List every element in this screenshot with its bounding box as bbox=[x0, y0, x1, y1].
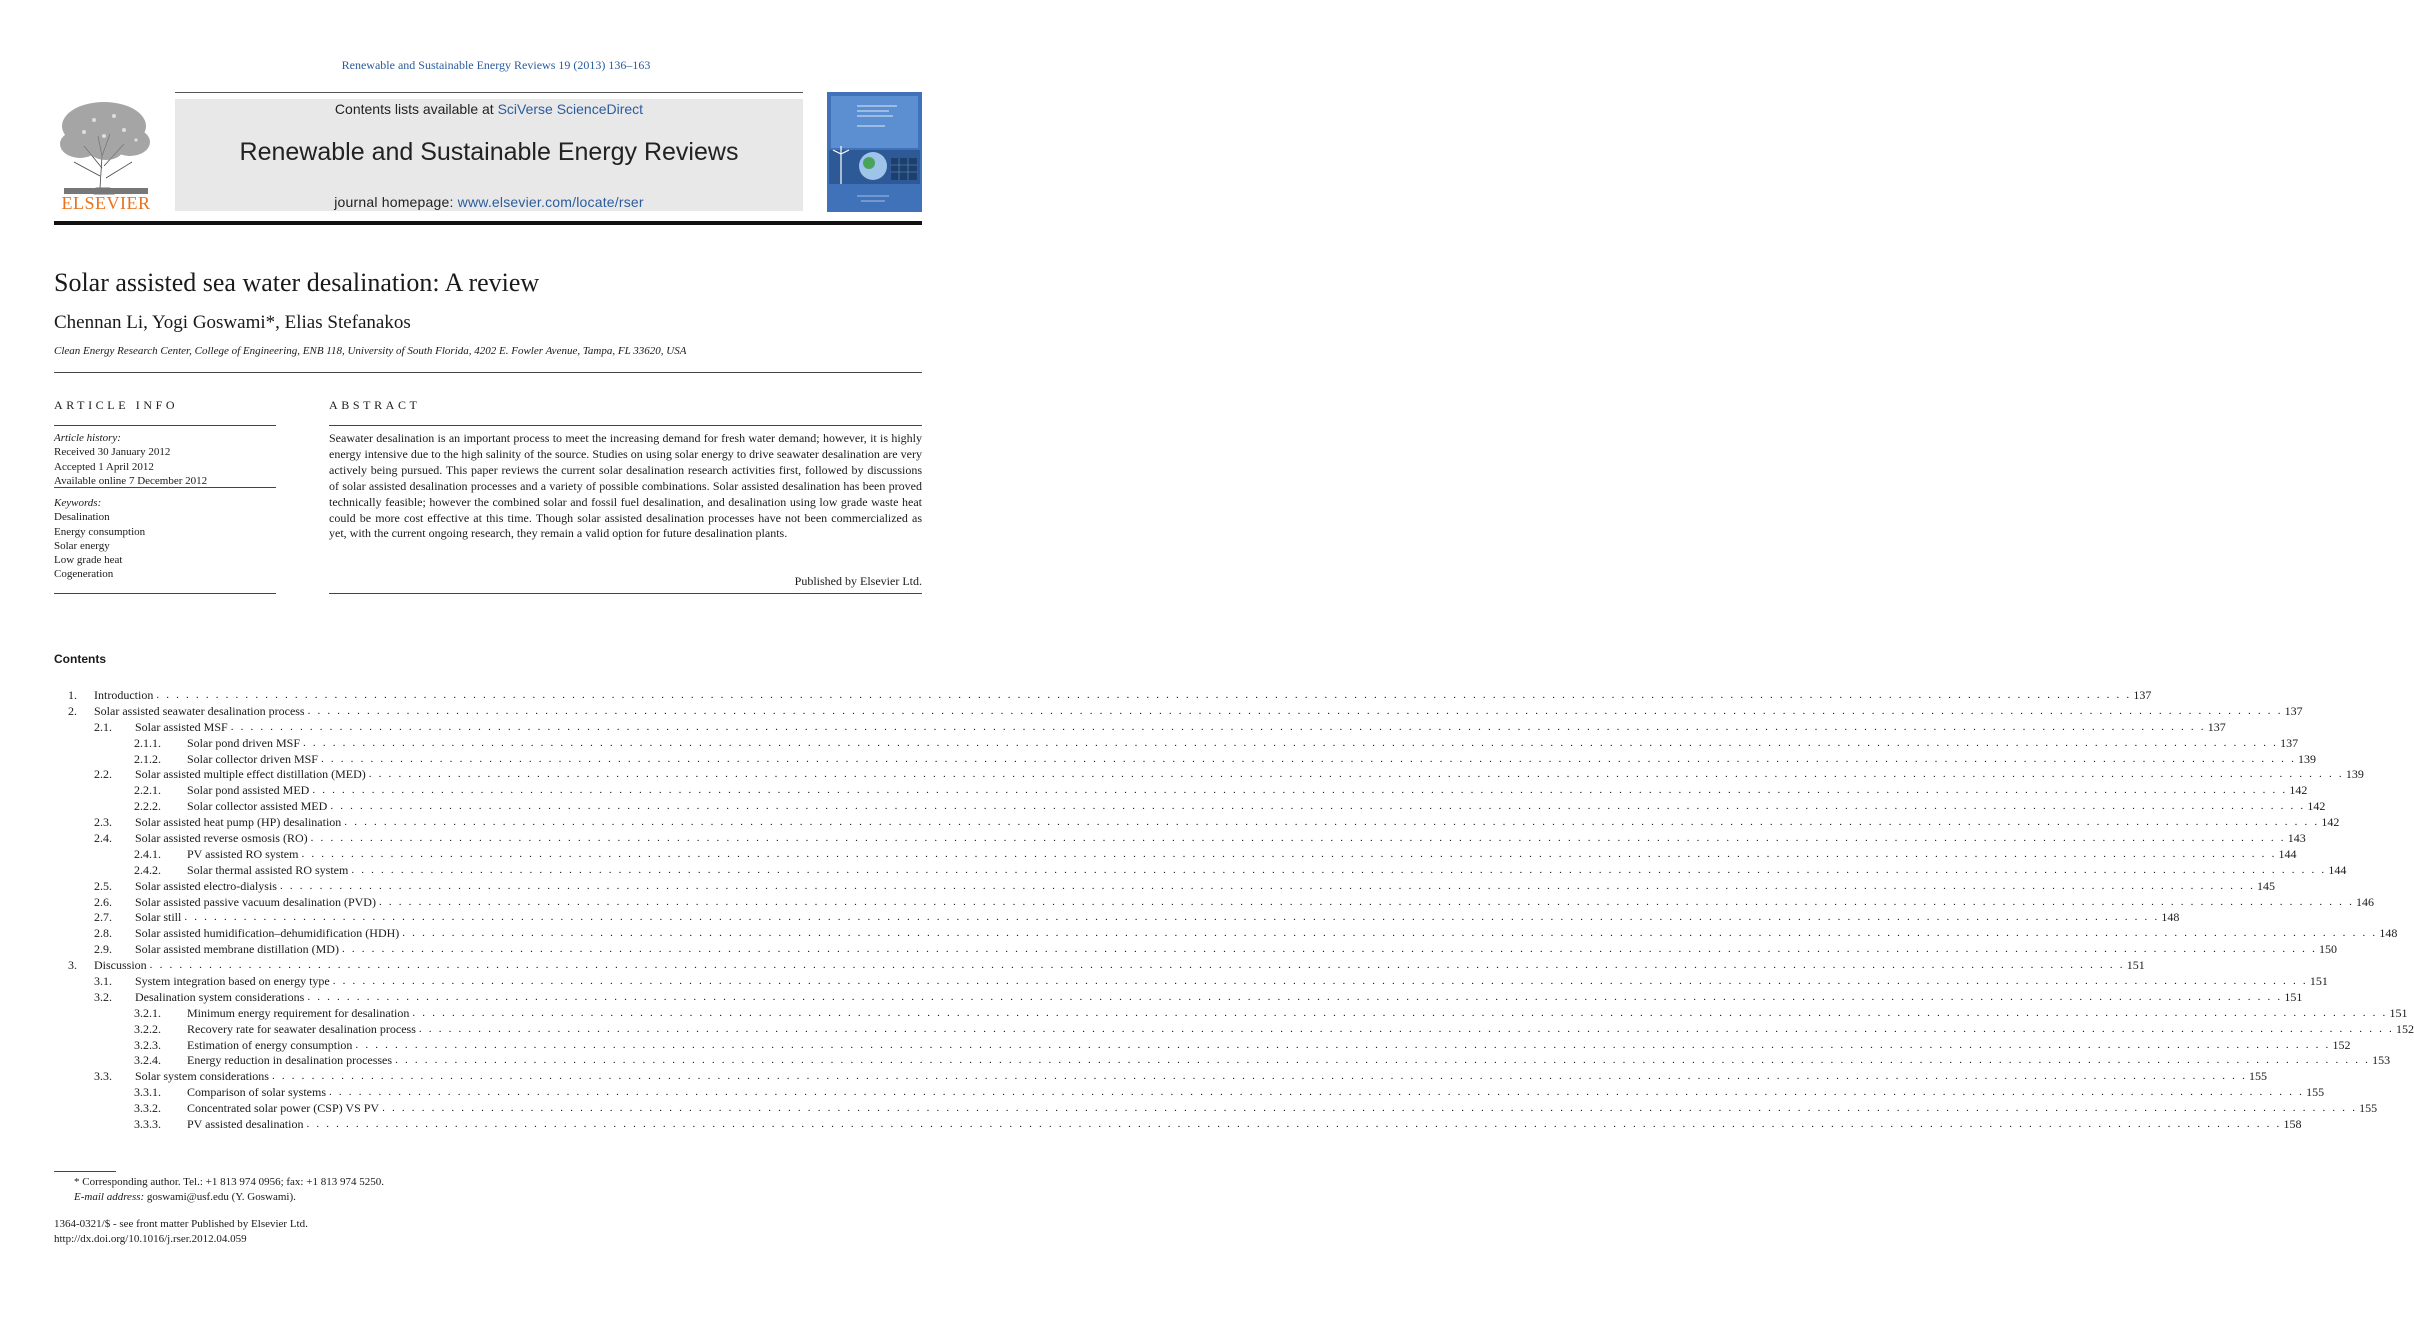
toc-entry[interactable] bbox=[54, 862, 2347, 879]
toc-number: 2.8. bbox=[94, 926, 112, 941]
toc-page-number: 139 bbox=[2298, 751, 2317, 766]
toc-number: 1. bbox=[68, 688, 77, 702]
toc-number: 2.4.1. bbox=[134, 846, 161, 861]
toc-entry[interactable] bbox=[54, 910, 2180, 926]
toc-entry[interactable] bbox=[54, 783, 2308, 799]
abstract-text: Seawater desalination is an important process to meet the increasing demand for fresh water demand; however, it is highly energy intensive due to the high salinity of the source. Studies on using solar energy to drive seawater desalination are very actively being pursued. This paper reviews the current solar desalination research activities first, followed by discussions of solar assisted desalination processes and a variety of possible combinations. Solar assisted desalination has been proved technically feasible; however the combined solar and fossil fuel desalination, and desalination using low grade waste heat could be more cost effective at this time. Though solar assisted desalination processes have not been commercialized as yet, with the current ongoing research, they remain a valid option for future desalination plants. bbox=[329, 431, 922, 541]
toc-entry-body bbox=[135, 910, 2180, 926]
toc-title[interactable]: Solar system considerations bbox=[135, 1069, 269, 1084]
toc-number: 2.9. bbox=[94, 942, 112, 957]
toc-number: 2.6. bbox=[94, 894, 112, 909]
toc-entry[interactable] bbox=[54, 1117, 2302, 1133]
toc-leader-dots: . . . . . . . . . . . . . . . . . . . . . . . . . . . . . . . . . . . . . . . . . . . . . . . . . . . . . . . . . . . . . . . . . . . . . . . . . . . . . . . . . . . . . . . . . . . . . . . . . . . . . . . . . . . . . . . . . . . . . . . . . . . . . . . . . . . . . . . . . . . . . . . . . . . . . . . . . . . . . . . . . . . . . . . . . . . . . . . . . . . . . . . . . . . . . . . . . . . . . . . . bbox=[330, 800, 2306, 813]
toc-entry[interactable] bbox=[54, 942, 2338, 958]
toc-leader-dots: . . . . . . . . . . . . . . . . . . . . . . . . . . . . . . . . . . . . . . . . . . . . . . . . . . . . . . . . . . . . . . . . . . . . . . . . . . . . . . . . . . . . . . . . . . . . . . . . . . . . . . . . . . . . . . . . . . . . . . . . . . . . . . . . . . . . . . . . . . . . . . . . . . . . . . . . . . . . . . . . . . . . . . . . . . . . . . . . . . . . . . . . . . . . . . . . . . . . . . . . bbox=[378, 895, 2355, 908]
toc-entry[interactable] bbox=[54, 1101, 2378, 1117]
toc-leader-dots: . . . . . . . . . . . . . . . . . . . . . . . . . . . . . . . . . . . . . . . . . . . . . . . . . . . . . . . . . . . . . . . . . . . . . . . . . . . . . . . . . . . . . . . . . . . . . . . . . . . . . . . . . . . . . . . . . . . . . . . . . . . . . . . . . . . . . . . . . . . . . . . . . . . . . . . . . . . . . . . . . . . . . . . . . . . . . . . . . . . . . . . . . . . . . . . . . . . . . . . . bbox=[271, 1070, 2248, 1083]
toc-number: 2.3. bbox=[94, 815, 112, 830]
toc-number: 3.3.1. bbox=[134, 1085, 161, 1100]
article-authors[interactable]: Chennan Li, Yogi Goswami*, Elias Stefanakos bbox=[54, 312, 411, 333]
toc-title[interactable]: Minimum energy requirement for desalination bbox=[187, 1005, 410, 1020]
table-of-contents bbox=[54, 688, 2414, 1133]
toc-leader-dots: . . . . . . . . . . . . . . . . . . . . . . . . . . . . . . . . . . . . . . . . . . . . . . . . . . . . . . . . . . . . . . . . . . . . . . . . . . . . . . . . . . . . . . . . . . . . . . . . . . . . . . . . . . . . . . . . . . . . . . . . . . . . . . . . . . . . . . . . . . . . . . . . . . . . . . . . . . . . . . . . . . . . . . . . . . . . . . . . . . . . . . . . . . . . . . . . . . . . . . . . bbox=[149, 959, 2125, 972]
article-history bbox=[54, 431, 276, 488]
toc-page-number: 146 bbox=[2356, 894, 2375, 909]
homepage-link[interactable]: www.elsevier.com/locate/rser bbox=[457, 194, 644, 210]
toc-leader-dots: . . . . . . . . . . . . . . . . . . . . . . . . . . . . . . . . . . . . . . . . . . . . . . . . . . . . . . . . . . . . . . . . . . . . . . . . . . . . . . . . . . . . . . . . . . . . . . . . . . . . . . . . . . . . . . . . . . . . . . . . . . . . . . . . . . . . . . . . . . . . . . . . . . . . . . . . . . . . . . . . . . . . . . . . . . . . . . . . . . . . . . . . . . . . . . . . . . . . . . . . bbox=[332, 975, 2308, 988]
toc-title[interactable]: Solar assisted reverse osmosis (RO) bbox=[135, 831, 308, 846]
toc-title[interactable]: Solar assisted MSF bbox=[135, 719, 228, 734]
toc-entry-body bbox=[187, 735, 2299, 752]
toc-number: 3.2.2. bbox=[134, 1021, 161, 1036]
toc-page-number: 155 bbox=[2306, 1085, 2325, 1100]
toc-page-number: 144 bbox=[2328, 862, 2347, 877]
keyword: Low grade heat bbox=[54, 554, 123, 567]
toc-entry-body bbox=[135, 719, 2226, 736]
toc-entry-body bbox=[94, 958, 2145, 974]
toc-entry-body bbox=[187, 751, 2317, 768]
corresponding-author-note: * Corresponding author. Tel.: +1 813 974 0956; fax: +1 813 974 5250. bbox=[74, 1176, 384, 1188]
toc-entry[interactable] bbox=[54, 846, 2297, 863]
toc-leader-dots: . . . . . . . . . . . . . . . . . . . . . . . . . . . . . . . . . . . . . . . . . . . . . . . . . . . . . . . . . . . . . . . . . . . . . . . . . . . . . . . . . . . . . . . . . . . . . . . . . . . . . . . . . . . . . . . . . . . . . . . . . . . . . . . . . . . . . . . . . . . . . . . . . . . . . . . . . . . . . . . . . . . . . . . . . . . . . . . . . . . . . . . . . . . . . . . . . . . . . . . . bbox=[310, 832, 2286, 845]
toc-page-number: 137 bbox=[2207, 719, 2226, 734]
toc-entry-body bbox=[94, 688, 2152, 704]
history-received: Received 30 January 2012 bbox=[54, 446, 171, 459]
abstract-heading: ABSTRACT bbox=[329, 398, 421, 412]
toc-entry[interactable] bbox=[54, 799, 2326, 815]
email-label: E-mail address: bbox=[74, 1190, 145, 1203]
toc-entry-body bbox=[135, 894, 2375, 911]
toc-title[interactable]: Solar assisted membrane distillation (MD) bbox=[135, 942, 339, 957]
contents-heading: Contents bbox=[54, 652, 106, 666]
toc-page-number: 148 bbox=[2161, 910, 2180, 925]
toc-page-number: 137 bbox=[2280, 735, 2299, 750]
toc-title[interactable]: PV assisted desalination bbox=[187, 1117, 304, 1132]
toc-leader-dots: . . . . . . . . . . . . . . . . . . . . . . . . . . . . . . . . . . . . . . . . . . . . . . . . . . . . . . . . . . . . . . . . . . . . . . . . . . . . . . . . . . . . . . . . . . . . . . . . . . . . . . . . . . . . . . . . . . . . . . . . . . . . . . . . . . . . . . . . . . . . . . . . . . . . . . . . . . . . . . . . . . . . . . . . . . . . . . . . . . . . . . . . . . . . . . . . . . . . . . . . bbox=[301, 847, 2277, 860]
toc-page-number: 142 bbox=[2321, 815, 2340, 830]
article-info-heading: ARTICLE INFO bbox=[54, 398, 179, 412]
toc-page-number: 158 bbox=[2283, 1117, 2302, 1132]
toc-number: 3.2.1. bbox=[134, 1005, 161, 1020]
article-title: Solar assisted sea water desalination: A review bbox=[54, 268, 540, 297]
toc-leader-dots: . . . . . . . . . . . . . . . . . . . . . . . . . . . . . . . . . . . . . . . . . . . . . . . . . . . . . . . . . . . . . . . . . . . . . . . . . . . . . . . . . . . . . . . . . . . . . . . . . . . . . . . . . . . . . . . . . . . . . . . . . . . . . . . . . . . . . . . . . . . . . . . . . . . . . . . . . . . . . . . . . . . . . . . . . . . . . . . . . . . . . . . . . . . . . . . . . . . . . . . . bbox=[351, 863, 2327, 876]
toc-page-number: 155 bbox=[2249, 1069, 2268, 1084]
divider bbox=[54, 425, 276, 426]
toc-entry[interactable] bbox=[54, 1085, 2325, 1101]
toc-title[interactable]: Solar pond driven MSF bbox=[187, 735, 301, 750]
keywords-label: Keywords: bbox=[54, 497, 102, 509]
toc-page-number: 151 bbox=[2389, 1005, 2408, 1020]
toc-page-number: 145 bbox=[2257, 878, 2276, 893]
author-affiliation: Clean Energy Research Center, College of Engineering, ENB 118, University of South Florida, 4202 E. Fowler Avenue, Tampa, FL 33620, USA bbox=[54, 345, 687, 357]
toc-number: 2.7. bbox=[94, 910, 112, 925]
toc-leader-dots: . . . . . . . . . . . . . . . . . . . . . . . . . . . . . . . . . . . . . . . . . . . . . . . . . . . . . . . . . . . . . . . . . . . . . . . . . . . . . . . . . . . . . . . . . . . . . . . . . . . . . . . . . . . . . . . . . . . . . . . . . . . . . . . . . . . . . . . . . . . . . . . . . . . . . . . . . . . . . . . . . . . . . . . . . . . . . . . . . . . . . . . . . . . . . . . . . . . . . . . . bbox=[156, 689, 2132, 701]
toc-leader-dots: . . . . . . . . . . . . . . . . . . . . . . . . . . . . . . . . . . . . . . . . . . . . . . . . . . . . . . . . . . . . . . . . . . . . . . . . . . . . . . . . . . . . . . . . . . . . . . . . . . . . . . . . . . . . . . . . . . . . . . . . . . . . . . . . . . . . . . . . . . . . . . . . . . . . . . . . . . . . . . . . . . . . . . . . . . . . . . . . . . . . . . . . . . . . . . . . . . . . . . . . bbox=[230, 720, 2206, 733]
history-label: Article history: bbox=[54, 432, 121, 444]
header-rule bbox=[54, 221, 922, 225]
toc-entry[interactable] bbox=[54, 719, 2226, 736]
toc-entry[interactable] bbox=[54, 815, 2340, 831]
toc-leader-dots: . . . . . . . . . . . . . . . . . . . . . . . . . . . . . . . . . . . . . . . . . . . . . . . . . . . . . . . . . . . . . . . . . . . . . . . . . . . . . . . . . . . . . . . . . . . . . . . . . . . . . . . . . . . . . . . . . . . . . . . . . . . . . . . . . . . . . . . . . . . . . . . . . . . . . . . . . . . . . . . . . . . . . . . . . . . . . . . . . . . . . . . . . . . . . . . . . . . . . . . . bbox=[306, 1118, 2282, 1131]
toc-page-number: 142 bbox=[2307, 799, 2326, 814]
toc-title[interactable]: Introduction bbox=[94, 688, 154, 702]
toc-title[interactable]: Solar assisted electro-dialysis bbox=[135, 878, 277, 893]
toc-page-number: 137 bbox=[2133, 688, 2152, 702]
toc-page-number: 144 bbox=[2278, 846, 2297, 861]
doi-link[interactable]: http://dx.doi.org/10.1016/j.rser.2012.04.059 bbox=[54, 1232, 247, 1245]
toc-entry[interactable] bbox=[54, 958, 2145, 974]
divider bbox=[54, 487, 276, 488]
toc-entry[interactable] bbox=[54, 1005, 2408, 1022]
toc-entry[interactable] bbox=[54, 878, 2276, 895]
toc-entry-body bbox=[187, 1085, 2325, 1101]
email-address[interactable]: goswami@usf.edu (Y. Goswami). bbox=[146, 1190, 296, 1203]
toc-leader-dots: . . . . . . . . . . . . . . . . . . . . . . . . . . . . . . . . . . . . . . . . . . . . . . . . . . . . . . . . . . . . . . . . . . . . . . . . . . . . . . . . . . . . . . . . . . . . . . . . . . . . . . . . . . . . . . . . . . . . . . . . . . . . . . . . . . . . . . . . . . . . . . . . . . . . . . . . . . . . . . . . . . . . . . . . . . . . . . . . . . . . . . . . . . . . . . . . . . . . . . . . bbox=[312, 784, 2288, 797]
toc-number: 2.4. bbox=[94, 831, 112, 846]
toc-page-number: 148 bbox=[2379, 926, 2398, 941]
toc-number: 3.3.3. bbox=[134, 1117, 161, 1132]
toc-number: 3.2. bbox=[94, 989, 112, 1004]
divider bbox=[329, 425, 922, 426]
toc-number: 3. bbox=[68, 958, 77, 973]
toc-leader-dots: . . . . . . . . . . . . . . . . . . . . . . . . . . . . . . . . . . . . . . . . . . . . . . . . . . . . . . . . . . . . . . . . . . . . . . . . . . . . . . . . . . . . . . . . . . . . . . . . . . . . . . . . . . . . . . . . . . . . . . . . . . . . . . . . . . . . . . . . . . . . . . . . . . . . . . . . . . . . . . . . . . . . . . . . . . . . . . . . . . . . . . . . . . . . . . . . . . . . . . . . bbox=[402, 927, 2378, 940]
toc-page-number: 155 bbox=[2359, 1101, 2378, 1116]
toc-number: 3.3. bbox=[94, 1069, 112, 1084]
toc-entry[interactable] bbox=[54, 751, 2317, 768]
toc-title[interactable]: Estimation of energy consumption bbox=[187, 1037, 353, 1052]
divider bbox=[54, 593, 276, 594]
toc-leader-dots: . . . . . . . . . . . . . . . . . . . . . . . . . . . . . . . . . . . . . . . . . . . . . . . . . . . . . . . . . . . . . . . . . . . . . . . . . . . . . . . . . . . . . . . . . . . . . . . . . . . . . . . . . . . . . . . . . . . . . . . . . . . . . . . . . . . . . . . . . . . . . . . . . . . . . . . . . . . . . . . . . . . . . . . . . . . . . . . . . . . . . . . . . . . . . . . . . . . . . . . . bbox=[303, 736, 2279, 749]
toc-number: 3.2.3. bbox=[134, 1037, 161, 1052]
toc-title[interactable]: Solar assisted seawater desalination process bbox=[94, 703, 305, 718]
keywords-list bbox=[54, 496, 276, 582]
keyword: Energy consumption bbox=[54, 525, 146, 538]
toc-title[interactable]: Solar assisted passive vacuum desalination (PVD) bbox=[135, 894, 376, 909]
toc-leader-dots: . . . . . . . . . . . . . . . . . . . . . . . . . . . . . . . . . . . . . . . . . . . . . . . . . . . . . . . . . . . . . . . . . . . . . . . . . . . . . . . . . . . . . . . . . . . . . . . . . . . . . . . . . . . . . . . . . . . . . . . . . . . . . . . . . . . . . . . . . . . . . . . . . . . . . . . . . . . . . . . . . . . . . . . . . . . . . . . . . . . . . . . . . . . . . . . . . . . . . . . . bbox=[307, 704, 2283, 717]
toc-leader-dots: . . . . . . . . . . . . . . . . . . . . . . . . . . . . . . . . . . . . . . . . . . . . . . . . . . . . . . . . . . . . . . . . . . . . . . . . . . . . . . . . . . . . . . . . . . . . . . . . . . . . . . . . . . . . . . . . . . . . . . . . . . . . . . . . . . . . . . . . . . . . . . . . . . . . . . . . . . . . . . . . . . . . . . . . . . . . . . . . . . . . . . . . . . . . . . . . . . . . . . . . bbox=[395, 1054, 2371, 1067]
footnote-rule bbox=[54, 1171, 116, 1172]
journal-citation[interactable]: Renewable and Sustainable Energy Reviews 19 (2013) 136–163 bbox=[341, 58, 651, 72]
email-note bbox=[54, 1190, 384, 1205]
toc-title[interactable]: Solar pond assisted MED bbox=[187, 783, 310, 798]
journal-title: Renewable and Sustainable Energy Reviews bbox=[239, 138, 739, 166]
toc-entry-body bbox=[187, 1117, 2302, 1133]
toc-entry[interactable] bbox=[54, 989, 2303, 1006]
toc-number: 2. bbox=[68, 703, 77, 718]
toc-title[interactable]: Solar assisted heat pump (HP) desalination bbox=[135, 815, 342, 830]
toc-entry-body bbox=[187, 1037, 2351, 1054]
toc-title[interactable]: Solar assisted humidification–dehumidification (HDH) bbox=[135, 926, 400, 941]
journal-cover-icon bbox=[827, 92, 922, 212]
toc-entry-body bbox=[135, 989, 2303, 1006]
toc-page-number: 152 bbox=[2332, 1037, 2351, 1052]
toc-entry-body bbox=[187, 862, 2347, 879]
toc-leader-dots: . . . . . . . . . . . . . . . . . . . . . . . . . . . . . . . . . . . . . . . . . . . . . . . . . . . . . . . . . . . . . . . . . . . . . . . . . . . . . . . . . . . . . . . . . . . . . . . . . . . . . . . . . . . . . . . . . . . . . . . . . . . . . . . . . . . . . . . . . . . . . . . . . . . . . . . . . . . . . . . . . . . . . . . . . . . . . . . . . . . . . . . . . . . . . . . . . . . . . . . . bbox=[341, 943, 2318, 956]
toc-number: 2.5. bbox=[94, 878, 112, 893]
toc-entry[interactable] bbox=[54, 831, 2306, 847]
toc-entry-body bbox=[94, 703, 2303, 720]
sciencedirect-link[interactable]: SciVerse ScienceDirect bbox=[497, 101, 644, 117]
keyword: Solar energy bbox=[54, 539, 110, 552]
toc-title[interactable]: Solar collector driven MSF bbox=[187, 751, 318, 766]
toc-leader-dots: . . . . . . . . . . . . . . . . . . . . . . . . . . . . . . . . . . . . . . . . . . . . . . . . . . . . . . . . . . . . . . . . . . . . . . . . . . . . . . . . . . . . . . . . . . . . . . . . . . . . . . . . . . . . . . . . . . . . . . . . . . . . . . . . . . . . . . . . . . . . . . . . . . . . . . . . . . . . . . . . . . . . . . . . . . . . . . . . . . . . . . . . . . . . . . . . . . . . . . . . bbox=[418, 1022, 2394, 1035]
toc-number: 2.2.2. bbox=[134, 799, 161, 814]
toc-leader-dots: . . . . . . . . . . . . . . . . . . . . . . . . . . . . . . . . . . . . . . . . . . . . . . . . . . . . . . . . . . . . . . . . . . . . . . . . . . . . . . . . . . . . . . . . . . . . . . . . . . . . . . . . . . . . . . . . . . . . . . . . . . . . . . . . . . . . . . . . . . . . . . . . . . . . . . . . . . . . . . . . . . . . . . . . . . . . . . . . . . . . . . . . . . . . . . . . . . . . . . . . bbox=[368, 768, 2344, 781]
toc-entry[interactable] bbox=[54, 1053, 2391, 1069]
toc-entry-body bbox=[135, 878, 2276, 895]
toc-entry[interactable] bbox=[54, 703, 2303, 720]
toc-page-number: 151 bbox=[2284, 989, 2303, 1004]
issn-block bbox=[54, 1217, 308, 1246]
toc-entry[interactable] bbox=[54, 688, 2152, 704]
toc-title[interactable]: Recovery rate for seawater desalination process bbox=[187, 1021, 416, 1036]
toc-page-number: 151 bbox=[2309, 974, 2328, 989]
toc-title[interactable]: Discussion bbox=[94, 958, 147, 973]
toc-entry[interactable] bbox=[54, 1021, 2414, 1038]
history-accepted: Accepted 1 April 2012 bbox=[54, 460, 154, 473]
toc-page-number: 150 bbox=[2319, 942, 2338, 957]
toc-number: 3.1. bbox=[94, 974, 112, 989]
toc-page-number: 151 bbox=[2126, 958, 2145, 973]
issn-line: 1364-0321/$ - see front matter Published by Elsevier Ltd. bbox=[54, 1218, 308, 1230]
keyword: Cogeneration bbox=[54, 568, 114, 581]
toc-leader-dots: . . . . . . . . . . . . . . . . . . . . . . . . . . . . . . . . . . . . . . . . . . . . . . . . . . . . . . . . . . . . . . . . . . . . . . . . . . . . . . . . . . . . . . . . . . . . . . . . . . . . . . . . . . . . . . . . . . . . . . . . . . . . . . . . . . . . . . . . . . . . . . . . . . . . . . . . . . . . . . . . . . . . . . . . . . . . . . . . . . . . . . . . . . . . . . . . . . . . . . . . bbox=[184, 911, 2160, 924]
toc-title[interactable]: Solar assisted multiple effect distillation (MED) bbox=[135, 767, 366, 782]
toc-page-number: 137 bbox=[2284, 703, 2303, 718]
toc-entry-body bbox=[187, 799, 2326, 815]
toc-leader-dots: . . . . . . . . . . . . . . . . . . . . . . . . . . . . . . . . . . . . . . . . . . . . . . . . . . . . . . . . . . . . . . . . . . . . . . . . . . . . . . . . . . . . . . . . . . . . . . . . . . . . . . . . . . . . . . . . . . . . . . . . . . . . . . . . . . . . . . . . . . . . . . . . . . . . . . . . . . . . . . . . . . . . . . . . . . . . . . . . . . . . . . . . . . . . . . . . . . . . . . . . bbox=[320, 752, 2297, 765]
toc-page-number: 142 bbox=[2289, 783, 2308, 798]
toc-number: 2.1. bbox=[94, 719, 112, 734]
toc-entry[interactable] bbox=[54, 1037, 2351, 1054]
toc-number: 2.1.2. bbox=[134, 751, 161, 766]
toc-number: 2.2. bbox=[94, 767, 112, 782]
toc-entry-body bbox=[187, 1053, 2391, 1069]
banner-top-rule bbox=[175, 92, 803, 93]
toc-page-number: 143 bbox=[2287, 831, 2306, 846]
toc-number: 2.2.1. bbox=[134, 783, 161, 798]
toc-leader-dots: . . . . . . . . . . . . . . . . . . . . . . . . . . . . . . . . . . . . . . . . . . . . . . . . . . . . . . . . . . . . . . . . . . . . . . . . . . . . . . . . . . . . . . . . . . . . . . . . . . . . . . . . . . . . . . . . . . . . . . . . . . . . . . . . . . . . . . . . . . . . . . . . . . . . . . . . . . . . . . . . . . . . . . . . . . . . . . . . . . . . . . . . . . . . . . . . . . . . . . . . bbox=[412, 1006, 2388, 1019]
toc-title[interactable]: System integration based on energy type bbox=[135, 974, 330, 989]
toc-page-number: 152 bbox=[2395, 1021, 2414, 1036]
toc-title[interactable]: PV assisted RO system bbox=[187, 846, 299, 861]
toc-entry-body bbox=[135, 942, 2338, 958]
elsevier-logo[interactable] bbox=[54, 96, 158, 214]
keyword: Desalination bbox=[54, 511, 110, 524]
toc-entry[interactable] bbox=[54, 894, 2375, 911]
toc-number: 3.3.2. bbox=[134, 1101, 161, 1116]
toc-page-number: 153 bbox=[2372, 1053, 2391, 1068]
toc-entry-body bbox=[135, 831, 2306, 847]
divider bbox=[329, 593, 922, 594]
toc-number: 2.1.1. bbox=[134, 735, 161, 750]
toc-leader-dots: . . . . . . . . . . . . . . . . . . . . . . . . . . . . . . . . . . . . . . . . . . . . . . . . . . . . . . . . . . . . . . . . . . . . . . . . . . . . . . . . . . . . . . . . . . . . . . . . . . . . . . . . . . . . . . . . . . . . . . . . . . . . . . . . . . . . . . . . . . . . . . . . . . . . . . . . . . . . . . . . . . . . . . . . . . . . . . . . . . . . . . . . . . . . . . . . . . . . . . . . bbox=[279, 879, 2256, 892]
journal-homepage bbox=[175, 194, 803, 210]
toc-entry-body bbox=[135, 767, 2364, 783]
toc-entry[interactable] bbox=[54, 735, 2299, 752]
toc-entry-body bbox=[135, 815, 2340, 831]
toc-page-number: 139 bbox=[2345, 767, 2364, 782]
history-online: Available online 7 December 2012 bbox=[54, 474, 208, 487]
toc-leader-dots: . . . . . . . . . . . . . . . . . . . . . . . . . . . . . . . . . . . . . . . . . . . . . . . . . . . . . . . . . . . . . . . . . . . . . . . . . . . . . . . . . . . . . . . . . . . . . . . . . . . . . . . . . . . . . . . . . . . . . . . . . . . . . . . . . . . . . . . . . . . . . . . . . . . . . . . . . . . . . . . . . . . . . . . . . . . . . . . . . . . . . . . . . . . . . . . . . . . . . . . . bbox=[344, 816, 2320, 829]
toc-entry-body bbox=[135, 974, 2328, 990]
toc-entry-body bbox=[187, 783, 2308, 799]
toc-leader-dots: . . . . . . . . . . . . . . . . . . . . . . . . . . . . . . . . . . . . . . . . . . . . . . . . . . . . . . . . . . . . . . . . . . . . . . . . . . . . . . . . . . . . . . . . . . . . . . . . . . . . . . . . . . . . . . . . . . . . . . . . . . . . . . . . . . . . . . . . . . . . . . . . . . . . . . . . . . . . . . . . . . . . . . . . . . . . . . . . . . . . . . . . . . . . . . . . . . . . . . . . bbox=[329, 1086, 2305, 1099]
toc-number: 2.4.2. bbox=[134, 862, 161, 877]
toc-title[interactable]: Solar still bbox=[135, 910, 182, 925]
toc-title[interactable]: Concentrated solar power (CSP) VS PV bbox=[187, 1101, 380, 1116]
homepage-prefix: journal homepage: bbox=[334, 194, 458, 210]
toc-leader-dots: . . . . . . . . . . . . . . . . . . . . . . . . . . . . . . . . . . . . . . . . . . . . . . . . . . . . . . . . . . . . . . . . . . . . . . . . . . . . . . . . . . . . . . . . . . . . . . . . . . . . . . . . . . . . . . . . . . . . . . . . . . . . . . . . . . . . . . . . . . . . . . . . . . . . . . . . . . . . . . . . . . . . . . . . . . . . . . . . . . . . . . . . . . . . . . . . . . . . . . . . bbox=[355, 1038, 2331, 1051]
toc-title[interactable]: Solar collector assisted MED bbox=[187, 799, 328, 814]
divider bbox=[54, 372, 922, 373]
toc-entry[interactable] bbox=[54, 974, 2328, 990]
toc-leader-dots: . . . . . . . . . . . . . . . . . . . . . . . . . . . . . . . . . . . . . . . . . . . . . . . . . . . . . . . . . . . . . . . . . . . . . . . . . . . . . . . . . . . . . . . . . . . . . . . . . . . . . . . . . . . . . . . . . . . . . . . . . . . . . . . . . . . . . . . . . . . . . . . . . . . . . . . . . . . . . . . . . . . . . . . . . . . . . . . . . . . . . . . . . . . . . . . . . . . . . . . . bbox=[307, 990, 2283, 1003]
toc-title[interactable]: Comparison of solar systems bbox=[187, 1085, 326, 1100]
toc-number: 3.2.4. bbox=[134, 1053, 161, 1068]
toc-entry[interactable] bbox=[54, 1069, 2268, 1085]
elsevier-wordmark: ELSEVIER bbox=[61, 193, 151, 213]
toc-entry[interactable] bbox=[54, 767, 2364, 783]
toc-entry[interactable] bbox=[54, 926, 2398, 942]
contents-availability bbox=[175, 101, 803, 117]
toc-entry-body bbox=[187, 846, 2297, 863]
journal-cover-thumbnail[interactable] bbox=[827, 92, 922, 212]
toc-entry-body bbox=[187, 1005, 2408, 1022]
toc-entry-body bbox=[135, 926, 2398, 942]
toc-title[interactable]: Solar thermal assisted RO system bbox=[187, 862, 349, 877]
toc-leader-dots: . . . . . . . . . . . . . . . . . . . . . . . . . . . . . . . . . . . . . . . . . . . . . . . . . . . . . . . . . . . . . . . . . . . . . . . . . . . . . . . . . . . . . . . . . . . . . . . . . . . . . . . . . . . . . . . . . . . . . . . . . . . . . . . . . . . . . . . . . . . . . . . . . . . . . . . . . . . . . . . . . . . . . . . . . . . . . . . . . . . . . . . . . . . . . . . . . . . . . . . . bbox=[382, 1102, 2358, 1115]
toc-entry-body bbox=[135, 1069, 2268, 1085]
publisher-note: Published by Elsevier Ltd. bbox=[794, 574, 922, 588]
footnote bbox=[54, 1175, 384, 1204]
toc-title[interactable]: Desalination system considerations bbox=[135, 989, 305, 1004]
toc-entry-body bbox=[187, 1101, 2378, 1117]
toc-entry-body bbox=[187, 1021, 2414, 1038]
contents-prefix: Contents lists available at bbox=[334, 101, 498, 117]
toc-title[interactable]: Energy reduction in desalination processes bbox=[187, 1053, 393, 1068]
